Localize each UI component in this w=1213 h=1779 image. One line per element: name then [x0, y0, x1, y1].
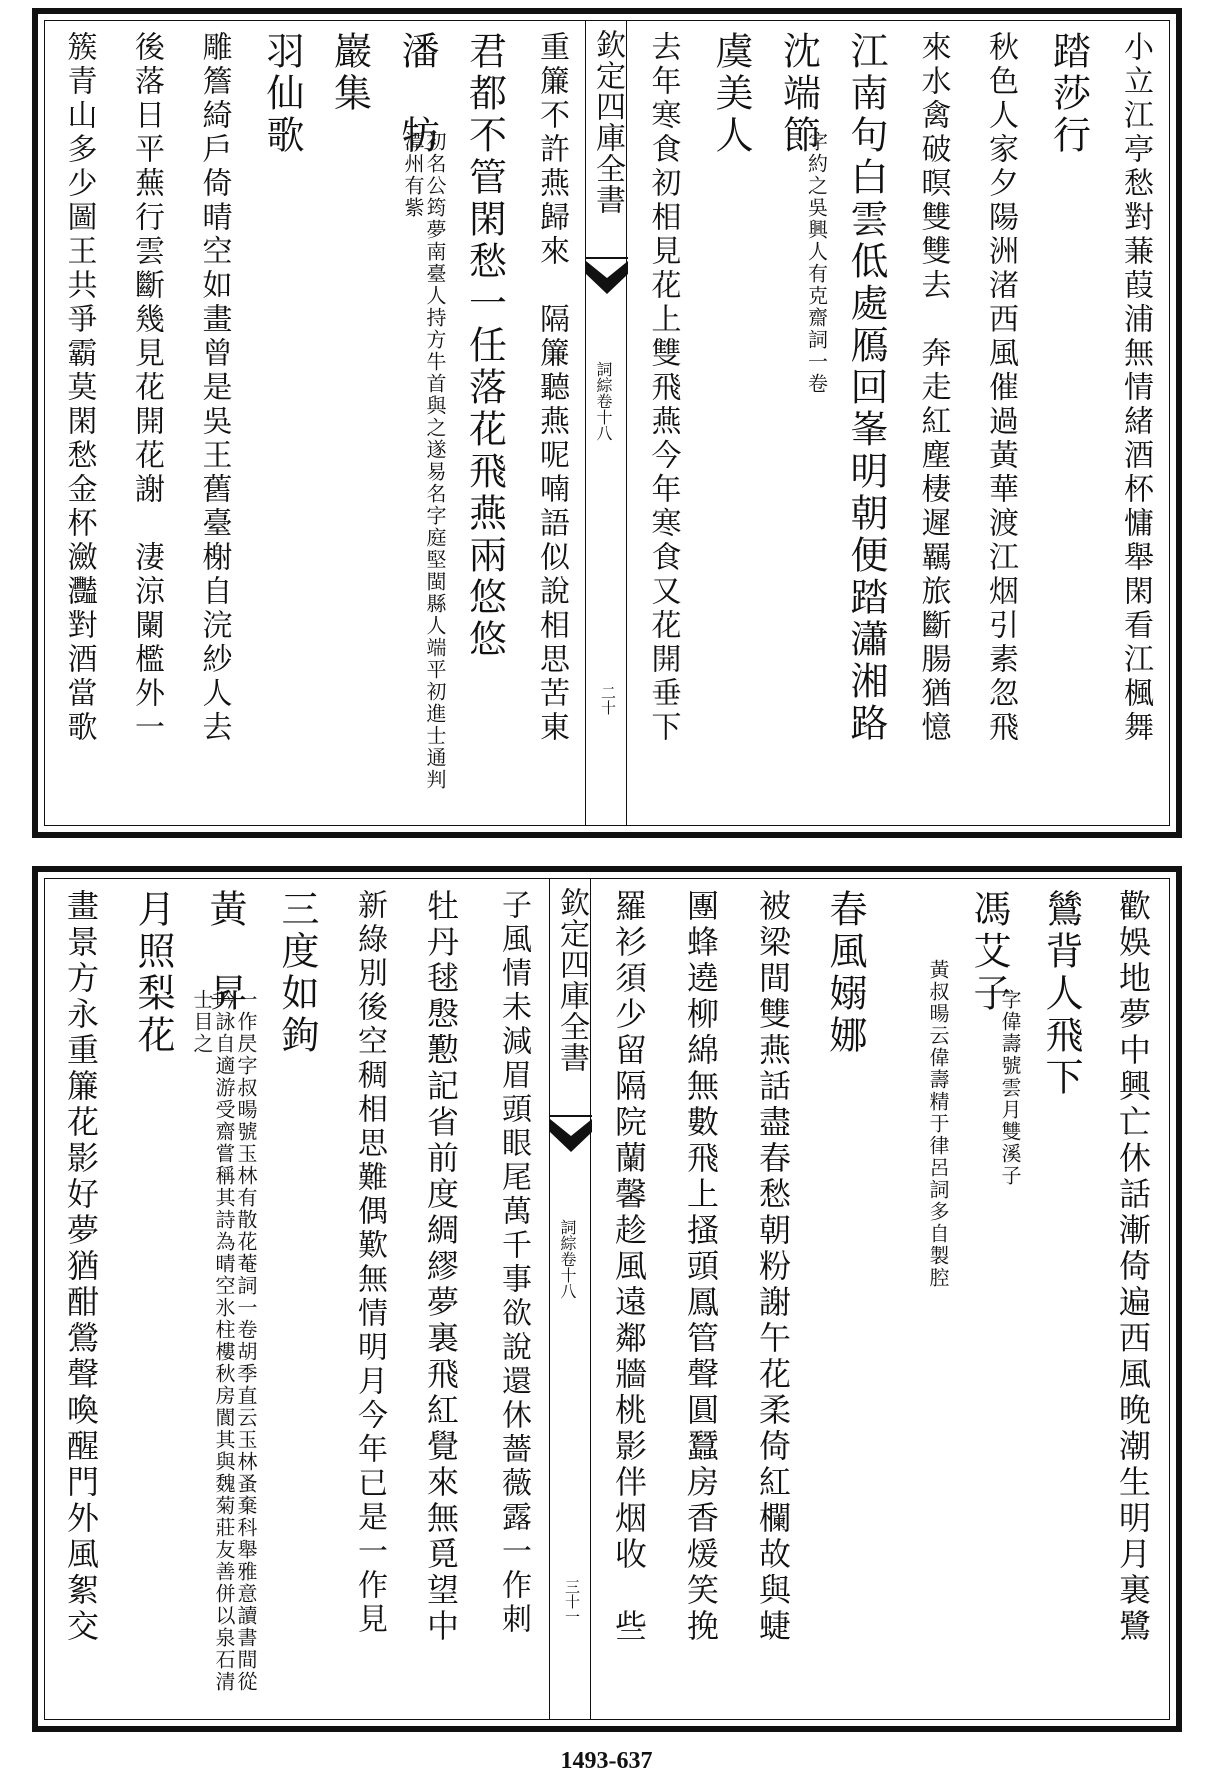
text-column	[315, 21, 383, 825]
column-main-text: 團蜂遶柳綿無數飛上搔頭鳳管聲圓蠶房香煖笑挽	[682, 889, 720, 1645]
column-main-text: 羽仙歌	[260, 31, 304, 157]
text-column	[450, 21, 518, 825]
top-page	[32, 8, 1182, 838]
text-column	[697, 21, 765, 825]
column-main-text: 巖集	[327, 31, 372, 115]
text-column	[477, 879, 549, 1719]
text-column	[665, 879, 737, 1719]
column-main-text: 馮艾子	[967, 889, 1011, 1015]
column-main-text: 踏莎行	[1046, 31, 1091, 157]
text-column	[593, 879, 665, 1719]
fish-tail-mark-icon	[586, 256, 628, 296]
column-main-text: 三度如鉤	[275, 889, 319, 1057]
banner-page-number: 二十	[599, 685, 617, 715]
column-main-text: 新綠別後空稠相思難偶歎無情明月今年已是一作見	[352, 889, 387, 1637]
column-annotation: 一作昃字叔暘號玉林有散花菴詞一卷胡季直云玉林蚤棄科舉雅意讀書間從吟詠自適游受齋嘗稱其詩為晴空氷柱樓秋房閬其與魏菊莊友善併以泉石清士目之	[190, 989, 258, 1693]
text-column	[1097, 879, 1169, 1719]
bottom-page-inner	[44, 878, 1170, 1720]
fish-tail-mark-icon	[550, 1114, 592, 1154]
banner-title: 欽定四庫全書	[590, 29, 625, 215]
text-column	[809, 879, 881, 1719]
column-main-text: 小立江亭愁對蒹葭浦無情緒酒杯慵舉閑看江楓舞	[1118, 31, 1153, 745]
text-column	[1034, 21, 1102, 825]
column-main-text: 黃 昇	[203, 889, 247, 1015]
text-column	[383, 21, 451, 825]
page-banner	[549, 879, 591, 1719]
column-main-text: 羅衫須少留隔院蘭馨趁風遠鄰牆桃影伴烟收 些	[610, 889, 648, 1645]
text-column	[113, 21, 181, 825]
column-main-text: 虞美人	[709, 31, 753, 157]
column-main-text: 君都不管閑愁一任落花飛燕兩悠悠	[462, 31, 507, 661]
column-main-text: 簇青山多少圖王共爭霸莫閑愁金杯瀲灩對酒當歌	[61, 31, 97, 745]
text-column	[518, 21, 586, 825]
page-banner	[585, 21, 627, 825]
text-column	[405, 879, 477, 1719]
banner-volume: 詞綜卷十八	[558, 1219, 577, 1299]
banner-title: 欽定四庫全書	[554, 887, 589, 1073]
text-column	[248, 21, 316, 825]
text-column	[45, 879, 117, 1719]
text-column	[737, 879, 809, 1719]
text-column	[1025, 879, 1097, 1719]
text-column	[832, 21, 900, 825]
column-main-text: 雕簷綺戶倚晴空如畫曾是吳王舊臺榭自浣紗人去	[196, 31, 232, 745]
column-annotation: 黃叔暘云偉壽精于律呂詞多自製腔	[926, 959, 950, 1289]
column-main-text: 沈端節	[776, 31, 821, 157]
text-column	[333, 879, 405, 1719]
bottom-page	[32, 866, 1182, 1732]
banner-volume: 詞綜卷十八	[594, 361, 613, 441]
banner-page-number: 三十一	[563, 1579, 581, 1624]
column-main-text: 秋色人家夕陽洲渚西風催過黃華渡江烟引素忽飛	[983, 31, 1018, 745]
column-main-text: 月照梨花	[131, 889, 175, 1057]
column-main-text: 子風情未減眉頭眼尾萬千事欲說還休薔薇露一作刺	[496, 889, 531, 1637]
text-column	[764, 21, 832, 825]
column-annotation: 初名公筠夢南臺人持方牛首與之遂易名字庭堅閩縣人端平初進士通判潭州有紫	[401, 131, 447, 791]
text-column	[1102, 21, 1170, 825]
text-column	[629, 21, 697, 825]
text-column	[189, 879, 261, 1719]
column-main-text: 被梁間雙燕話盡春愁朝粉謝午花柔倚紅欄故與蜨	[754, 889, 792, 1645]
page-number-footer: 1493-637	[560, 1748, 653, 1774]
column-main-text: 春風嫋娜	[823, 889, 867, 1057]
column-main-text: 潘 牥	[395, 31, 439, 157]
column-main-text: 去年寒食初相見花上雙飛燕今年寒食又花開垂下	[645, 31, 681, 745]
column-main-text: 畫景方永重簾花影好夢猶酣鶯聲喚醒門外風絮交	[62, 889, 100, 1645]
column-annotation: 字約之吳興人有克齋詞一卷	[804, 131, 829, 395]
text-column	[117, 879, 189, 1719]
text-column	[899, 21, 967, 825]
text-column	[967, 21, 1035, 825]
text-column	[45, 21, 113, 825]
text-column	[953, 879, 1025, 1719]
top-page-inner	[44, 20, 1170, 826]
column-main-text: 牡丹毬慇懃記省前度綢繆夢裏飛紅覺來無覓望中	[422, 889, 460, 1645]
column-main-text: 歡娛地夢中興亡休話漸倚遍西風晚潮生明月裏鷺	[1114, 889, 1152, 1645]
column-main-text: 後落日平蕪行雲斷幾見花開花謝 淒涼闌檻外一	[129, 31, 164, 745]
column-annotation: 字偉壽號雲月雙溪子	[998, 989, 1022, 1187]
column-main-text: 鷥背人飛下	[1039, 889, 1083, 1099]
column-main-text: 來水禽破暝雙雙去 奔走紅塵棲遲羈旅斷腸猶憶	[915, 31, 951, 745]
column-main-text: 江南句白雲低處鴈回峯明朝便踏瀟湘路	[844, 31, 888, 745]
text-column	[180, 21, 248, 825]
text-column	[261, 879, 333, 1719]
text-column	[881, 879, 953, 1719]
column-main-text: 重簾不許燕歸來 隔簾聽燕呢喃語似說相思苦東	[534, 31, 569, 745]
